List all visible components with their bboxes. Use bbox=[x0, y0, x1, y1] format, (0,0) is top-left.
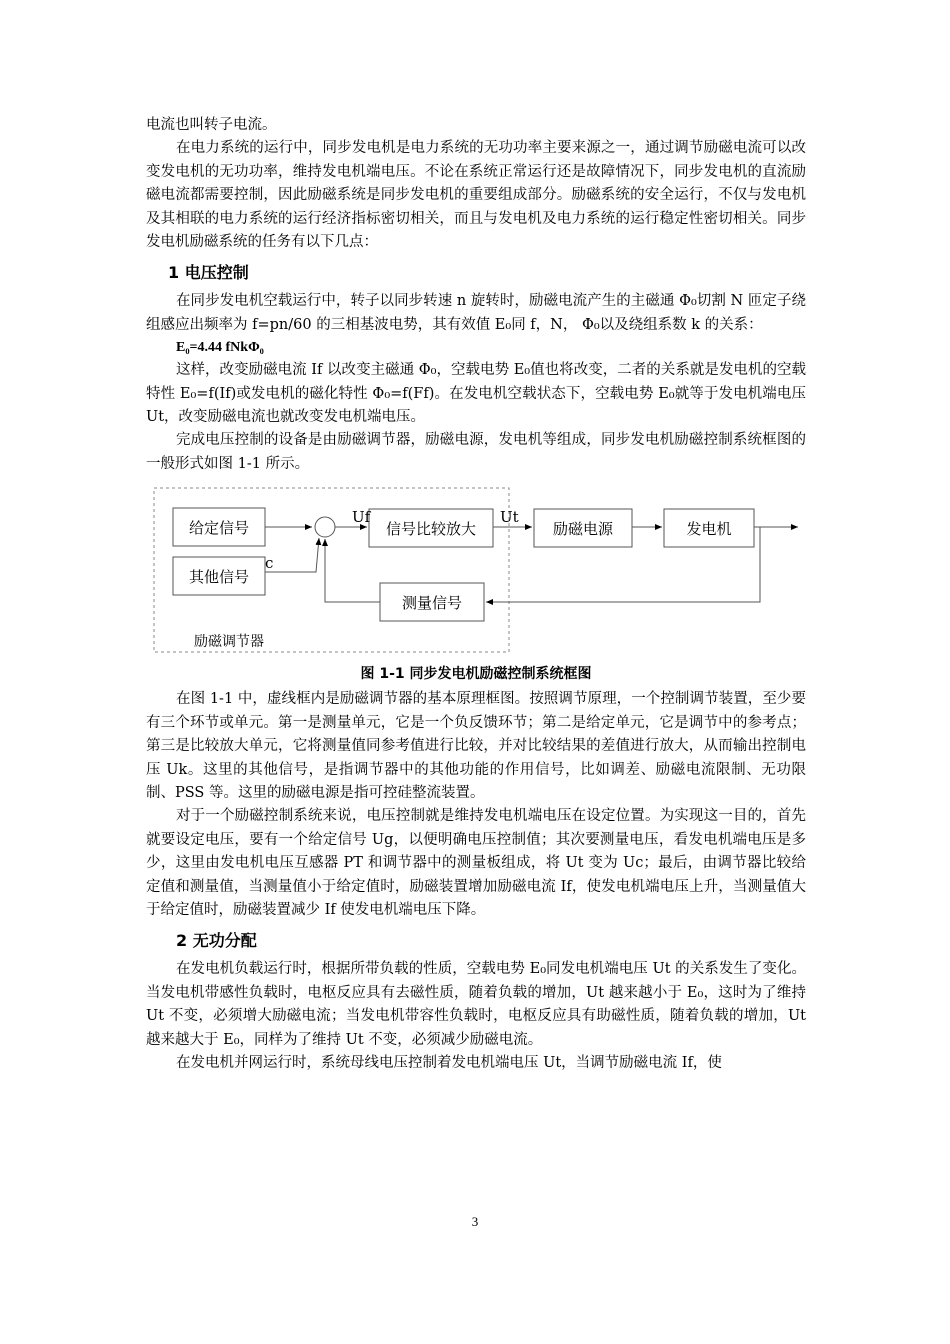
generator-label: 发电机 bbox=[686, 520, 732, 539]
block-diagram bbox=[146, 482, 806, 658]
paragraph-8: 在发电机并网运行时，系统母线电压控制着发电机端电压 Ut，当调节励磁电流 If，使 bbox=[176, 1054, 722, 1071]
paragraph-4: 完成电压控制的设备是由励磁调节器，励磁电源，发电机等组成，同步发电机励磁控制系统框图的一般形式如图 1-1 所示。 bbox=[146, 432, 806, 472]
formula: E₀=4.44 fNkΦ₀ bbox=[176, 340, 264, 356]
paragraph-1: 在电力系统的运行中，同步发电机是电力系统的无功功率主要来源之一，通过调节励磁电流可以改变发电机的无功功率，维持发电机端电压。不论在系统正常运行还是故障情况下，同步发电机的直流励磁电流都需要控制，因此励磁系统是同步发电机的重要组成部分。励磁系统的安全运行，不仅与发电机及其相联的电力系统的运行经济指标密切相关，而且与发电机及电力系统的运行稳定性密切相关。同步发电机励磁系统的任务有以下几点： bbox=[146, 140, 806, 251]
measure-signal-label: 测量信号 bbox=[401, 594, 463, 613]
compare-amplifier-label: 信号比较放大 bbox=[385, 520, 477, 539]
given-signal-label: 给定信号 bbox=[188, 519, 250, 538]
uf-label: Uf bbox=[352, 508, 371, 527]
figure-caption: 图 1-1 同步发电机励磁控制系统框图 bbox=[360, 666, 592, 683]
paragraph-2: 在同步发电机空载运行中，转子以同步转速 n 旋转时，励磁电流产生的主磁通 Φ₀切割 N 匝定子绕组感应出频率为 f=pn/60 的三相基波电势，其有效值 E₀同 f，N， Φ₀以及绕组系数 k 的关系： bbox=[146, 293, 806, 333]
document-body bbox=[146, 114, 806, 1075]
section-heading-2: 2 无功分配 bbox=[176, 931, 257, 951]
c-label: c bbox=[265, 554, 274, 573]
page-number: 3 bbox=[471, 1214, 479, 1229]
excitation-power-label: 励磁电源 bbox=[552, 520, 614, 539]
figure-block-diagram bbox=[146, 482, 806, 658]
paragraph-6: 对于一个励磁控制系统来说，电压控制就是维持发电机端电压在设定位置。为实现这一目的，首先就要设定电压，要有一个给定信号 Ug，以便明确电压控制值；其次要测量电压，看发电机端电压是多少，这里由发电机电压互感器 PT 和调节器中的测量板组成，将 Ut 变为 Uc；最后，由调节器比较给定值和测量值，当测量值小于给定值时，励磁装置增加励磁电流 If，使发电机端电压上升，当测量值大于给定值时，励磁装置减少 If 使发电机端电压下降。 bbox=[146, 808, 806, 918]
other-signal-label: 其他信号 bbox=[188, 568, 250, 587]
regulator-label: 励磁调节器 bbox=[194, 634, 264, 651]
ut-label: Ut bbox=[500, 508, 519, 527]
section-heading-1: 1 电压控制 bbox=[168, 263, 249, 283]
paragraph-5: 在图 1-1 中，虚线框内是励磁调节器的基本原理框图。按照调节原理，一个控制调节装置，至少要有三个环节或单元。第一是测量单元，它是一个负反馈环节；第二是给定单元，它是调节中的参考点；第三是比较放大单元，它将测量值同参考值进行比较，并对比较结果的差值进行放大，从而输出控制电压 Uk。这里的其他信号，是指调节器中的其他功能的作用信号，比如调差、励磁电流限制、无功限制、PSS 等。这里的励磁电源是指可控硅整流装置。 bbox=[146, 691, 806, 801]
paragraph-0: 电流也叫转子电流。 bbox=[146, 117, 277, 133]
paragraph-3: 这样，改变励磁电流 If 以改变主磁通 Φ₀，空载电势 E₀值也将改变，二者的关系就是发电机的空载特性 E₀=f(If)或发电机的磁化特性 Φ₀=f(Ff)。在发电机空载状态下，空载电势 E₀就等于发电机端电压 Ut，改变励磁电流也就改变发电机端电压。 bbox=[146, 362, 806, 426]
paragraph-7: 在发电机负载运行时，根据所带负载的性质，空载电势 E₀同发电机端电压 Ut 的关系发生了变化。当发电机带感性负载时，电枢反应具有去磁性质，随着负载的增加，Ut 越来越小于 E₀，这时为了维持 Ut 不变，必须增大励磁电流；当发电机带容性负载时，电枢反应具有助磁性质，随着负载的增加，Ut 越来越大于 E₀，同样为了维持 Ut 不变，必须减少励磁电流。 bbox=[146, 961, 806, 1048]
summing-junction bbox=[315, 517, 335, 537]
